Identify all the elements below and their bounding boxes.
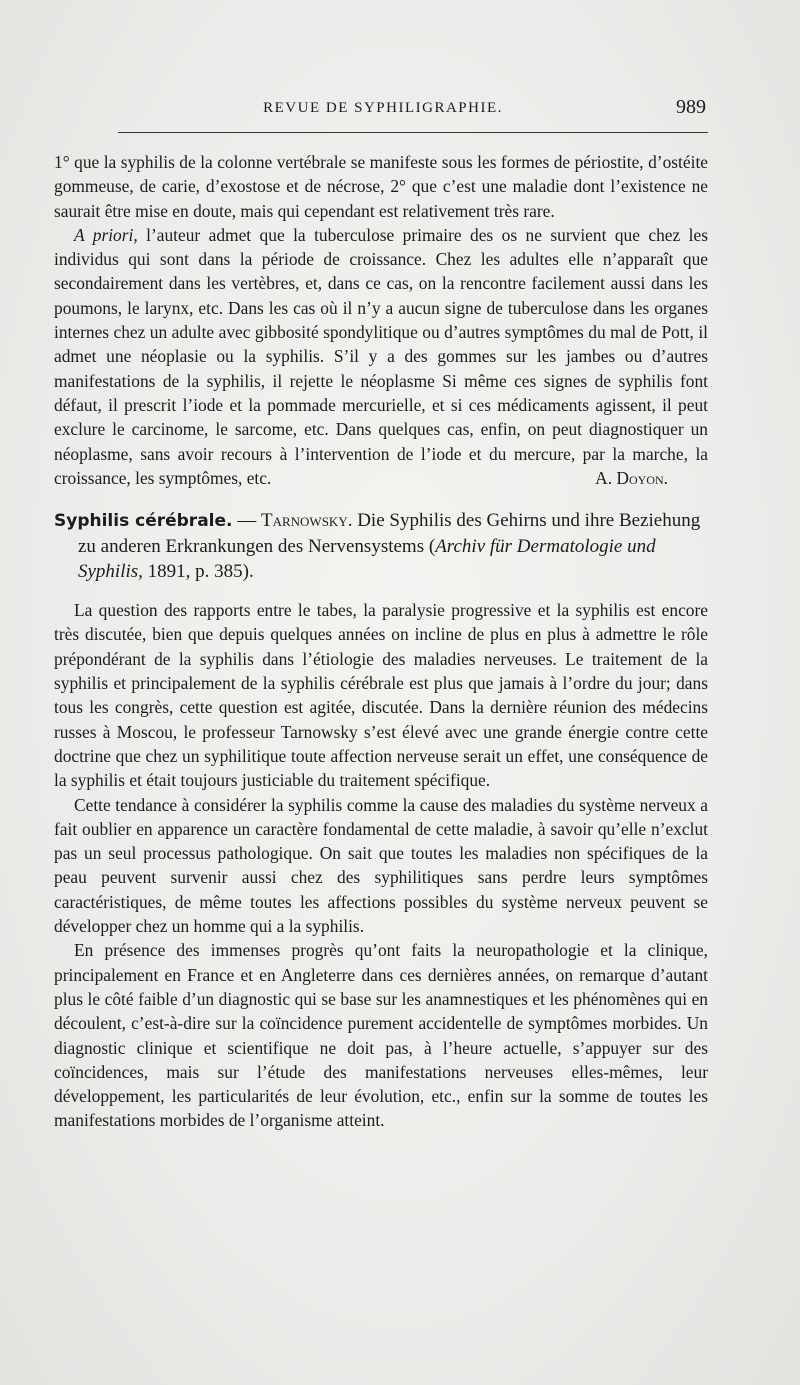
section-heading [54, 508, 708, 584]
section-reference: 1891, p. 385). [142, 561, 254, 583]
section-title: Die Syphilis des Gehirns und ihre Beziehung zu anderen Erkrankungen des Nervensystems ( [78, 510, 701, 558]
paragraph-text: l’auteur admet que la tuberculose primaire des os ne survient que chez les individus qui sont dans la période de croissance. Chez les adultes elle n’apparaît que secondairement dans les vertèbres, et, dans ce cas, on la rencontre facilement aussi dans les poumons, le larynx, etc. Dans les cas où il n’y a aucun signe de tuberculose dans les organes internes chez un adulte avec gibbosité spondylitique ou d’autres symptômes du mal de Pott, il admet une néoplasie ou la syphilis. S’il y a des gommes sur les jambes ou d’autres manifestations de la syphilis, il rejette le néoplasme Si même ces signes de syphilis font défaut, il prescrit l’iode et la pommade mercurielle, et si ces médicaments agissent, il peut exclure le carcinome, le sarcome, etc. Dans quelques cas, enfin, on peut diagnostiquer un néoplasme, sans avoir recours à l’intervention de l’iode et du mercure, par la marche, la croissance, les symptômes, etc. [54, 224, 708, 488]
header-rule [118, 132, 708, 133]
running-head [60, 96, 706, 120]
paragraph [54, 223, 708, 490]
body-text [54, 150, 708, 1133]
italic-phrase: A priori, [74, 224, 138, 245]
paragraph: Cette tendance à considérer la syphilis comme la cause des maladies du système nerveux a fait oublier en apparence un caractère fondamental de cette maladie, à savoir qu’elle n’exclut pas un seul processus pathologique. On sait que toutes les maladies non spécifiques de la peau peuvent survenir aussi chez des syphilitiques sans perdre leurs symptômes caractéristiques, de même toutes les affections possibles du système nerveux peuvent se développer chez un homme qui a la syphilis. [54, 794, 708, 937]
section-label: Syphilis cérébrale. [54, 511, 233, 532]
running-title: REVUE DE SYPHILIGRAPHIE. [263, 100, 503, 116]
journal-title: Archiv für Dermatologie und Syphilis, [78, 536, 656, 583]
paragraph: En présence des immenses progrès qu’ont faits la neuropathologie et la clinique, principalement en France et en Angleterre dans ces dernières années, on remarque d’autant plus le côté faible d’un diagnostic qui se base sur les anamnestiques et les phénomènes qui en découlent, c’est-à-dire sur la coïncidence purement accidentelle de symptômes morbides. Un diagnostic clinique et scientifique ne doit pas, à l’heure actuelle, s’appuyer sur des coïncidences, mais sur l’étude des manifestations nerveuses elles-mêmes, leur développement, les particularités de leur évolution, etc., enfin sur la somme de toutes les manifestations morbides de l’organisme atteint. [54, 940, 708, 1131]
page-number: 989 [676, 96, 706, 118]
paragraph: 1° que la syphilis de la colonne vertébrale se manifeste sous les formes de périostite, d’ostéite gommeuse, de carie, d’exostose et de nécrose, 2° que c’est une maladie dont l’existence ne saurait être mise en doute, mais qui cependant est relativement très rare. [54, 152, 708, 221]
paragraph: La question des rapports entre le tabes, la paralysie progressive et la syphilis est encore très discutée, bien que depuis quelques années on incline de plus en plus à admettre le rôle prépondérant de la syphilis dans l’étiologie des maladies nerveuses. Le traitement de la syphilis et principalement de la syphilis cérébrale est plus que jamais à l’ordre du jour; dans tous les congrès, cette question est agitée, discutée. Dans la dernière réunion des médecins russes à Moscou, le professeur Tarnowsky s’est élevé avec une grande énergie contre cette doctrine que chez un syphilitique toute affection nerveuse serait un effet, une conséquence de la syphilis et était toujours justiciable du traitement spécifique. [54, 600, 708, 791]
section-author: Tarnowsky. [260, 510, 353, 532]
heading-dash: — [232, 510, 261, 532]
signature: A. Doyon. [595, 467, 668, 488]
spacer [54, 584, 708, 598]
